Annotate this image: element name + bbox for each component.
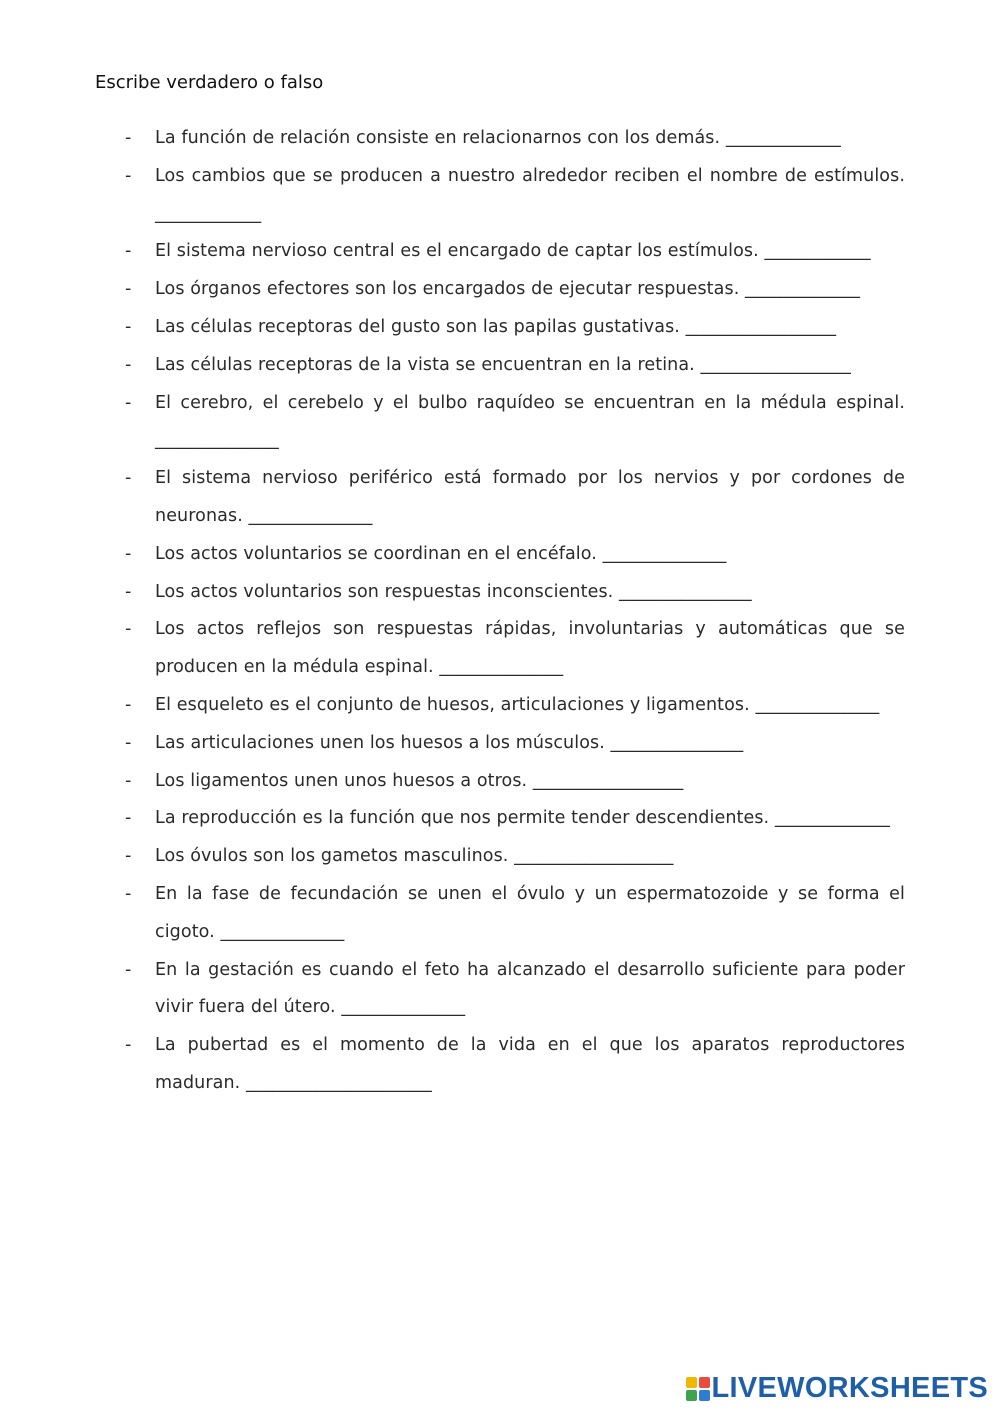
list-dash: - bbox=[125, 316, 132, 337]
list-dash: - bbox=[125, 883, 132, 904]
list-dash: - bbox=[125, 1035, 132, 1056]
list-dash: - bbox=[125, 694, 132, 715]
statement-text: Los actos reflejos son respuestas rápidas, involuntarias y automáticas que se producen en la médula espinal. ______________ bbox=[155, 619, 905, 678]
list-dash: - bbox=[125, 354, 132, 375]
list-dash: - bbox=[125, 279, 132, 300]
list-dash: - bbox=[125, 468, 132, 489]
statement-item bbox=[120, 347, 905, 385]
statement-text: Las células receptoras del gusto son las papilas gustativas. _________________ bbox=[155, 316, 837, 337]
statement-item bbox=[120, 1027, 905, 1103]
list-dash: - bbox=[125, 959, 132, 980]
liveworksheets-logo bbox=[686, 1372, 989, 1405]
statement-text: Las articulaciones unen los huesos a los músculos. _______________ bbox=[155, 732, 744, 753]
statement-text: Las células receptoras de la vista se encuentran en la retina. _________________ bbox=[155, 354, 851, 375]
logo-square bbox=[686, 1390, 697, 1401]
statement-text: Los actos voluntarios se coordinan en el encéfalo. ______________ bbox=[155, 543, 727, 564]
statement-text: Los órganos efectores son los encargados de ejecutar respuestas. _____________ bbox=[155, 279, 861, 300]
statement-item bbox=[120, 800, 905, 838]
logo-squares-icon bbox=[686, 1377, 710, 1401]
statement-text: La reproducción es la función que nos permite tender descendientes. _____________ bbox=[155, 808, 890, 829]
statement-text: El esqueleto es el conjunto de huesos, articulaciones y ligamentos. ______________ bbox=[155, 694, 880, 715]
statement-text: La pubertad es el momento de la vida en el que los aparatos reproductores maduran. _____________________ bbox=[155, 1035, 905, 1093]
statement-item bbox=[120, 536, 905, 574]
statement-text: El sistema nervioso central es el encargado de captar los estímulos. ____________ bbox=[155, 241, 871, 262]
statement-item bbox=[120, 574, 905, 612]
statement-text: El cerebro, el cerebelo y el bulbo raquídeo se encuentran en la médula espinal. ______________ bbox=[155, 392, 905, 451]
statement-item bbox=[120, 233, 905, 271]
logo-square bbox=[699, 1377, 710, 1388]
list-dash: - bbox=[125, 619, 132, 640]
statement-item bbox=[120, 876, 905, 952]
logo-square bbox=[686, 1377, 697, 1388]
statement-item bbox=[120, 309, 905, 347]
statement-item bbox=[120, 611, 905, 687]
statement-item bbox=[120, 725, 905, 763]
list-dash: - bbox=[125, 543, 132, 564]
statement-item bbox=[120, 385, 905, 461]
list-dash: - bbox=[125, 846, 132, 867]
statement-text: Los óvulos son los gametos masculinos. __________________ bbox=[155, 846, 674, 867]
logo-text: LIVEWORKSHEETS bbox=[711, 1372, 988, 1404]
list-dash: - bbox=[125, 732, 132, 753]
list-dash: - bbox=[125, 770, 132, 791]
statement-text: Los ligamentos unen unos huesos a otros. _________________ bbox=[155, 770, 684, 791]
statement-item bbox=[120, 687, 905, 725]
statement-text: En la gestación es cuando el feto ha alcanzado el desarrollo suficiente para poder vivir fuera del útero. ______________ bbox=[155, 959, 905, 1018]
list-dash: - bbox=[125, 241, 132, 262]
worksheet-title: Escribe verdadero o falso bbox=[95, 72, 324, 93]
logo-square bbox=[699, 1390, 710, 1401]
statement-text: El sistema nervioso periférico está formado por los nervios y por cordones de neuronas. ______________ bbox=[155, 468, 905, 526]
statement-text: Los actos voluntarios son respuestas inconscientes. _______________ bbox=[155, 581, 752, 602]
list-dash: - bbox=[125, 581, 132, 602]
statement-item bbox=[120, 460, 905, 536]
statement-item bbox=[120, 838, 905, 876]
statement-item bbox=[120, 952, 905, 1028]
statement-text: Los cambios que se producen a nuestro alrededor reciben el nombre de estímulos. ____________ bbox=[155, 165, 905, 224]
list-dash: - bbox=[125, 128, 132, 148]
statement-item bbox=[120, 763, 905, 801]
statement-item bbox=[120, 158, 905, 234]
list-dash: - bbox=[125, 165, 132, 186]
list-dash: - bbox=[125, 392, 132, 413]
list-dash: - bbox=[125, 808, 132, 829]
statement-text: En la fase de fecundación se unen el óvulo y un espermatozoide y se forma el cigoto. ______________ bbox=[155, 883, 905, 942]
statement-item bbox=[120, 120, 905, 158]
statement-text: La función de relación consiste en relacionarnos con los demás. _____________ bbox=[155, 128, 841, 148]
statement-item bbox=[120, 271, 905, 309]
statement-list bbox=[120, 120, 905, 1103]
